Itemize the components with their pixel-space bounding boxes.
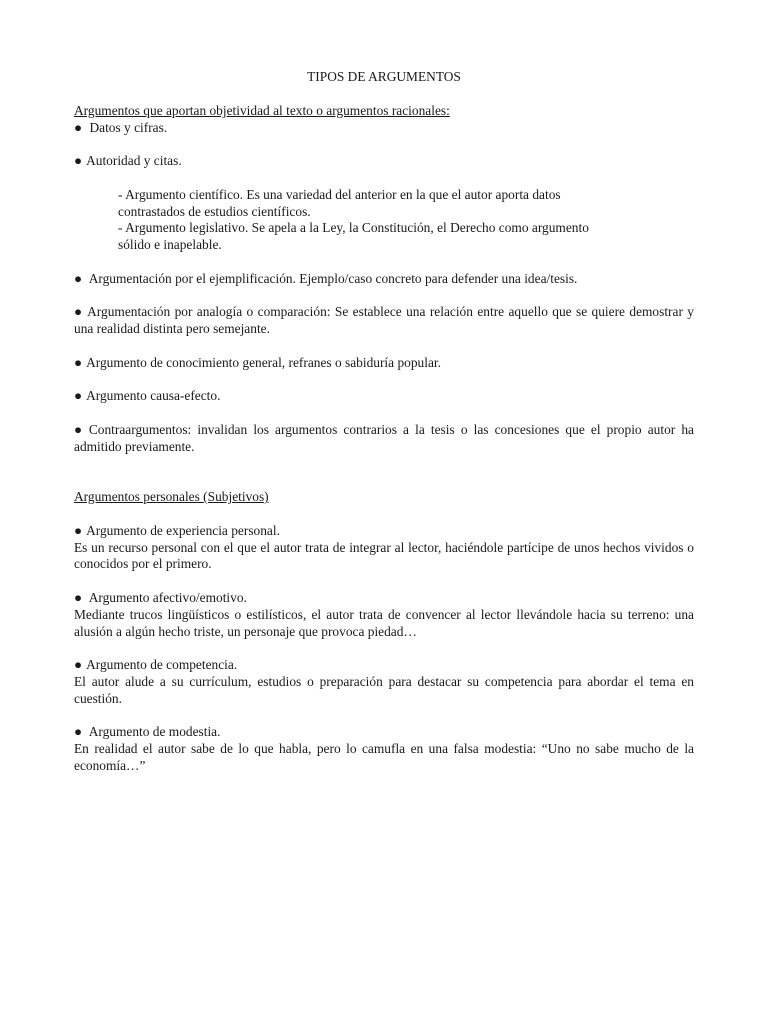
list-item (74, 304, 694, 338)
sub-list-item (118, 220, 688, 254)
item-label: Argumento de modestia. (88, 724, 221, 740)
document-title: TIPOS DE ARGUMENTOS (307, 69, 461, 84)
item-description: El autor alude a su currículum, estudios o preparación para destacar su competencia para abordar el tema en cuestión. (74, 673, 694, 706)
bullet-icon: ● (74, 522, 83, 538)
list-item-label (74, 657, 694, 674)
bullet-icon: ● (74, 421, 85, 437)
item-text: Argumentación por analogía o comparación: Se establece una relación entre aquello que se quiere demostrar y una realidad distinta pero semejante. (74, 304, 695, 337)
sub-item-line: - Argumento legislativo. Se apela a la Ley, la Constitución, el Derecho como argumento (118, 220, 589, 236)
list-item (74, 422, 694, 456)
bullet-icon: ● (74, 304, 84, 320)
bullet-icon: ● (74, 589, 83, 605)
item-label: Argumento de experiencia personal. (86, 522, 280, 538)
bullet-icon: ● (74, 657, 83, 673)
sub-list-item (118, 187, 688, 221)
bullet-icon: ● (74, 354, 83, 370)
list-item (74, 271, 694, 288)
item-label: Argumento de competencia. (86, 657, 238, 673)
list-item (74, 355, 694, 372)
item-text: Contraargumentos: invalidan los argumentos contrarios a la tesis o las concesiones que el propio autor ha admitido previamente. (74, 421, 694, 454)
list-item-label (74, 523, 694, 540)
sub-list (74, 187, 694, 254)
item-text: Datos y cifras. (89, 119, 168, 135)
item-text: Argumentación por el ejemplificación. Ejemplo/caso concreto para defender una idea/tesis. (88, 270, 578, 286)
list-item-label (74, 590, 694, 607)
list-item (74, 120, 694, 137)
list-item (74, 153, 694, 170)
item-description: Mediante trucos lingüísticos o estilísticos, el autor trata de convencer al lector llevándole hacia su terreno: una alusión a algún hecho triste, un personaje que provoca piedad… (74, 606, 694, 639)
sub-item-line: contrastados de estudios científicos. (118, 203, 311, 219)
bullet-icon: ● (74, 388, 83, 404)
bullet-icon: ● (74, 119, 83, 135)
section-heading-rational: Argumentos que aportan objetividad al texto o argumentos racionales: (74, 102, 450, 118)
item-text: Autoridad y citas. (86, 153, 182, 169)
item-label: Argumento afectivo/emotivo. (88, 589, 247, 605)
bullet-icon: ● (74, 153, 83, 169)
item-text: Argumento causa-efecto. (86, 388, 221, 404)
list-item-label (74, 724, 694, 741)
sub-item-line: - Argumento científico. Es una variedad del anterior en la que el autor aporta datos (118, 186, 561, 202)
sub-item-line: sólido e inapelable. (118, 237, 222, 253)
bullet-icon: ● (74, 724, 83, 740)
section-heading-personal: Argumentos personales (Subjetivos) (74, 489, 269, 505)
bullet-icon: ● (74, 270, 83, 286)
list-item (74, 388, 694, 405)
item-description: En realidad el autor sabe de lo que habla, pero lo camufla en una falsa modestia: “Uno no sabe mucho de la economía…” (74, 741, 694, 773)
item-description: Es un recurso personal con el que el autor trata de integrar al lector, haciéndole partícipe de unos hechos vividos o conocidos por el primero. (74, 539, 694, 572)
item-text: Argumento de conocimiento general, refranes o sabiduría popular. (86, 354, 441, 370)
